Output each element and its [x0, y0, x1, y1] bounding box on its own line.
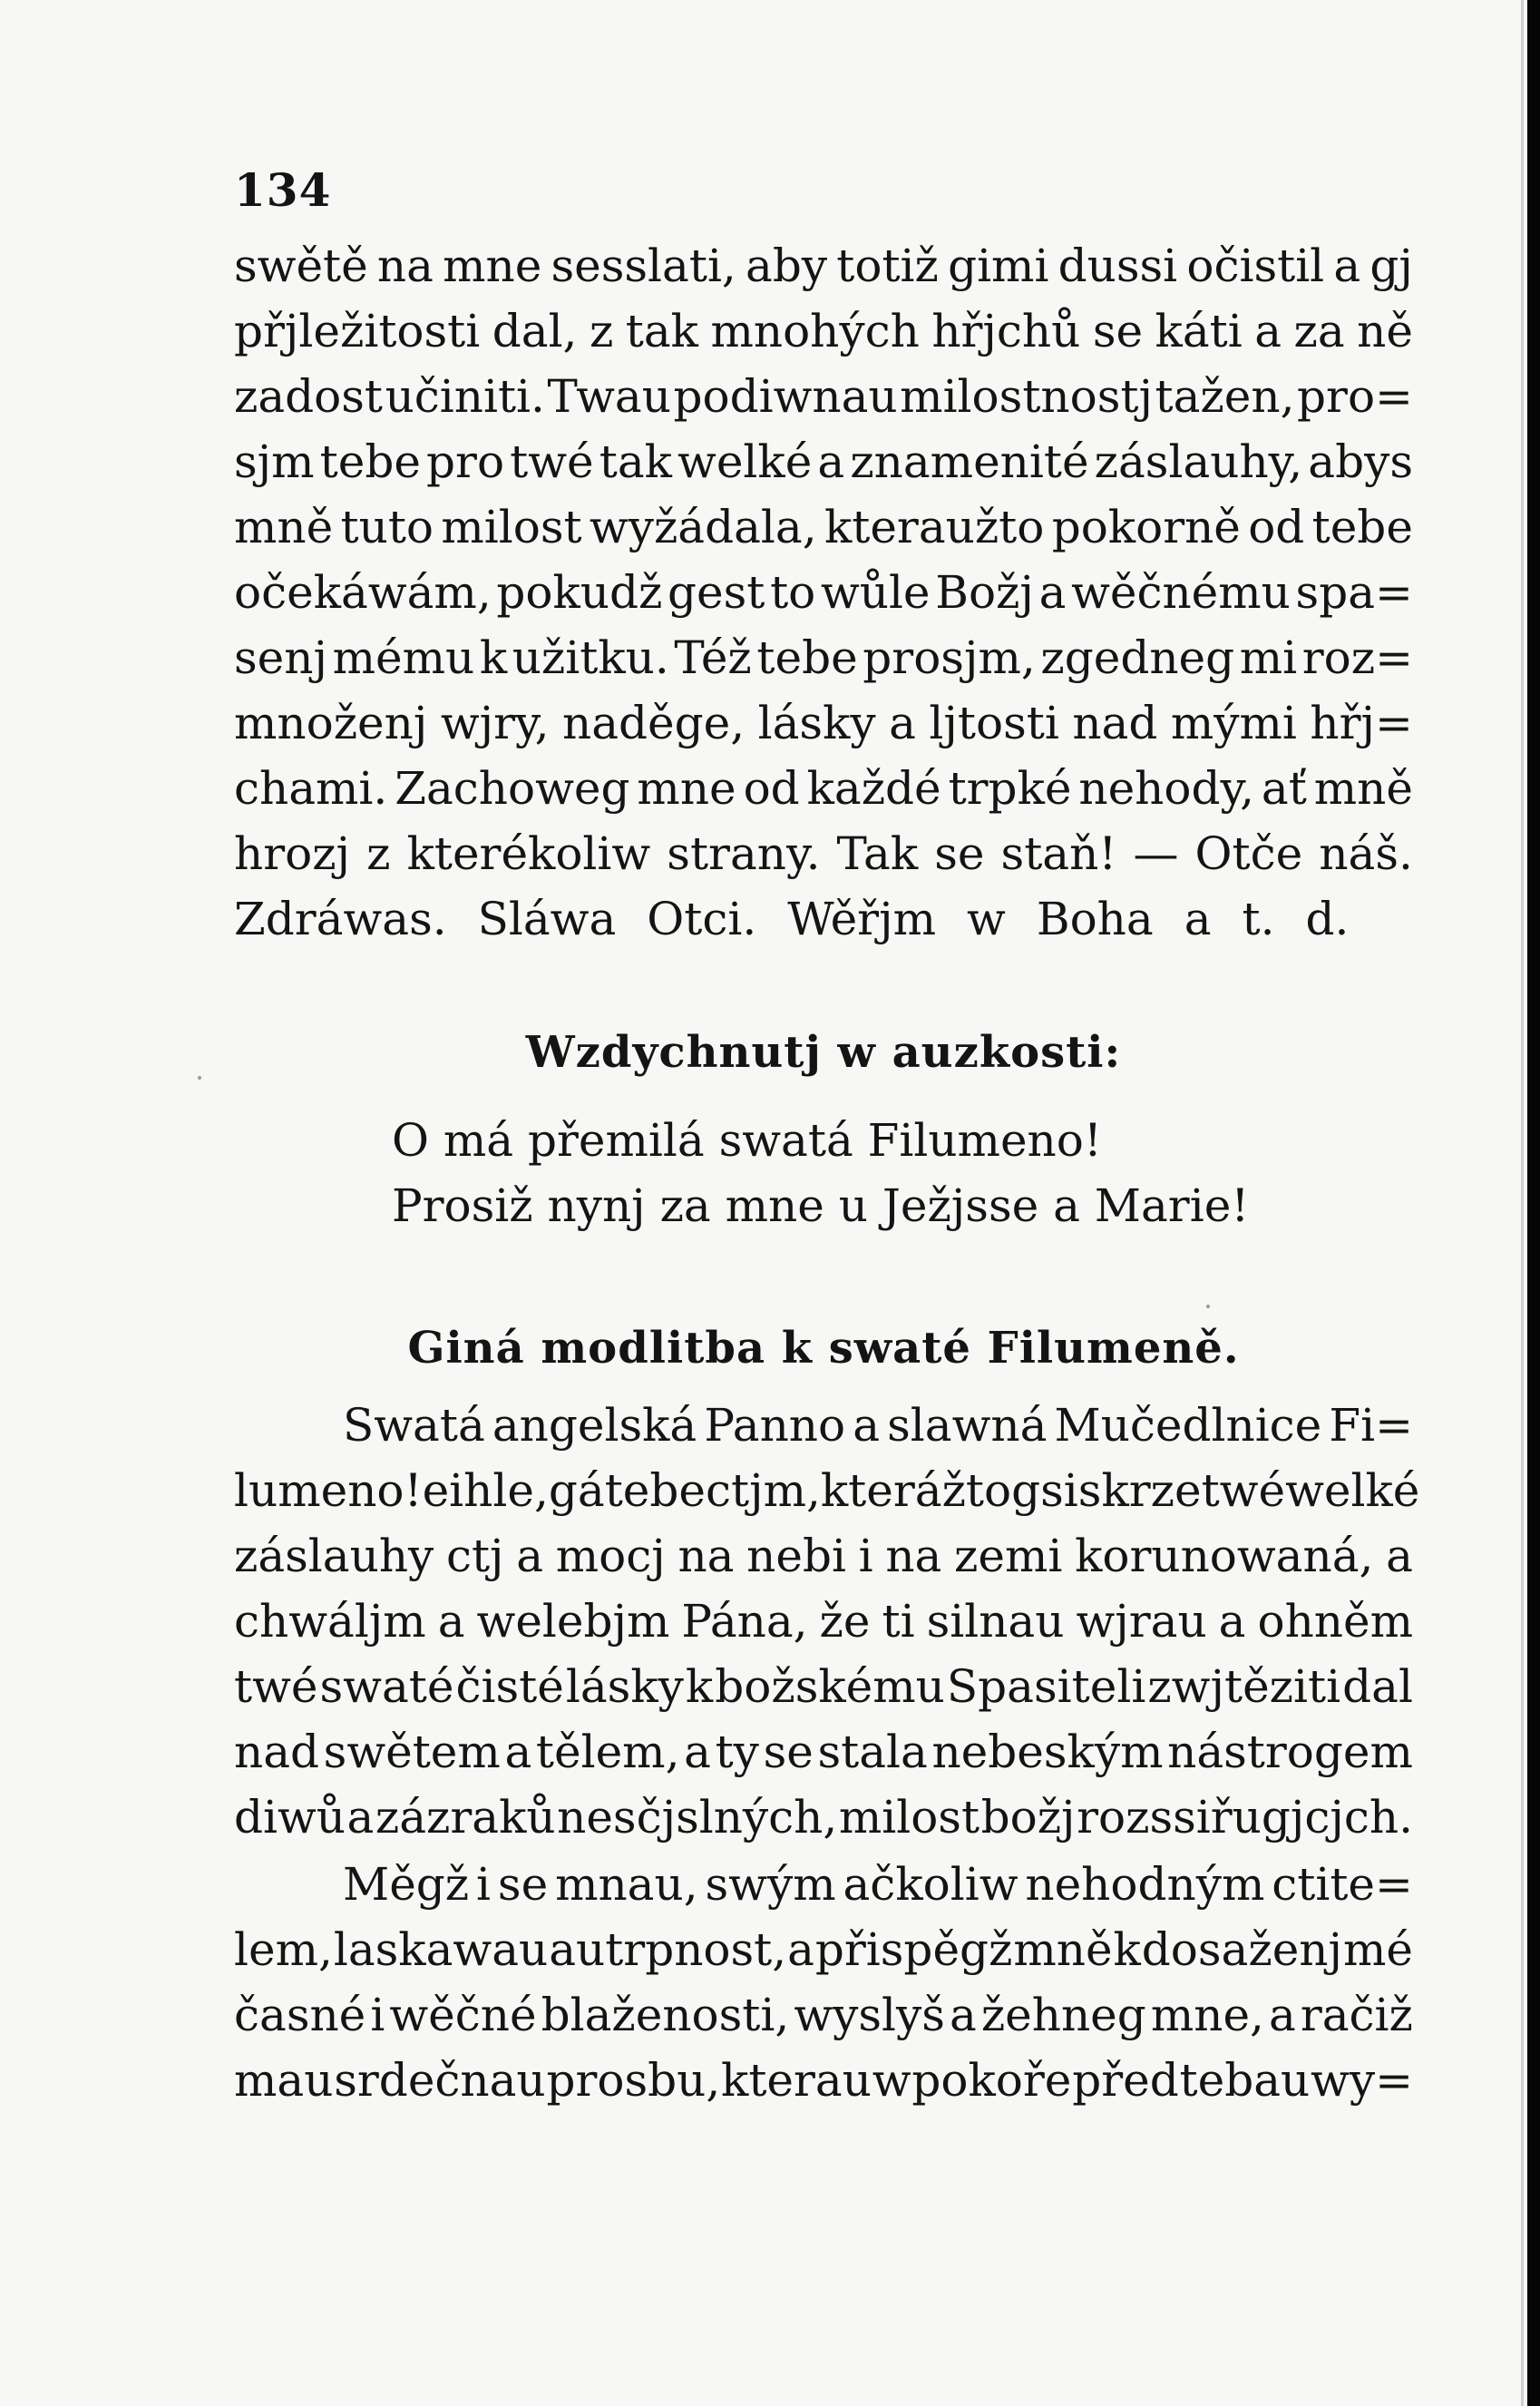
text-line — [234, 1989, 1413, 2058]
heading-sigh-in-anguish: Wzdychnutj w auzkosti: — [525, 1027, 1122, 1078]
word: ačkoliw — [843, 1858, 1019, 1911]
word: Sláwa — [477, 893, 617, 945]
word: i — [858, 1530, 873, 1582]
word: k — [1113, 1923, 1141, 1976]
word: a — [853, 1399, 880, 1452]
word: welebjm — [476, 1595, 670, 1648]
word: skrze — [1077, 1464, 1202, 1517]
word: božj — [980, 1791, 1076, 1844]
word: časné — [234, 1989, 366, 2041]
word: Tak — [836, 827, 919, 880]
page-edge-line — [1521, 0, 1524, 2406]
word: Fi= — [1329, 1399, 1413, 1452]
text-line — [234, 1595, 1413, 1664]
word: wůle — [820, 566, 931, 619]
word: mně — [1013, 1923, 1113, 1976]
word: nebi — [746, 1530, 846, 1582]
word: lem, — [234, 1923, 333, 1976]
word: — — [1133, 827, 1179, 880]
word: a — [684, 1726, 711, 1778]
word: mi — [1239, 631, 1298, 684]
word: twé — [1201, 1464, 1286, 1517]
word: naděge, — [562, 697, 746, 749]
page-number: 134 — [234, 163, 332, 217]
text-line — [234, 1660, 1413, 1729]
word: trpké — [948, 762, 1072, 815]
word: tebe — [319, 435, 421, 488]
word: Zachoweg — [395, 762, 630, 815]
word: mně — [234, 501, 334, 553]
word: gá — [548, 1464, 605, 1517]
word: roz= — [1301, 631, 1413, 684]
word: staň! — [1000, 827, 1117, 880]
word: welké — [1285, 1464, 1420, 1517]
word: Twau — [547, 370, 671, 423]
word: množenj — [234, 697, 428, 749]
word: a — [1386, 1530, 1413, 1582]
word: sjm — [234, 435, 315, 488]
word: před — [1072, 2054, 1179, 2107]
word: lásky — [757, 697, 876, 749]
text-line — [234, 1399, 1413, 1468]
word: blaženosti, — [541, 1989, 790, 2041]
word: prosbu, — [546, 2054, 721, 2107]
word: nebeským — [931, 1726, 1164, 1778]
word: aby — [746, 240, 828, 292]
word: na — [376, 240, 434, 292]
word: korunowaná, — [1075, 1530, 1374, 1582]
word: hřjchů — [931, 305, 1081, 357]
word: abys — [1308, 435, 1413, 488]
word: chami. — [234, 762, 388, 815]
word: mně — [1313, 762, 1413, 815]
word: Mučedlnice — [1054, 1399, 1322, 1452]
text-line — [234, 893, 1413, 962]
word: mé — [1342, 1923, 1413, 1976]
word: ať — [1261, 762, 1307, 815]
word: se — [1092, 305, 1144, 357]
word: nad — [234, 1726, 320, 1778]
word: nehody, — [1078, 762, 1254, 815]
word: gj — [1369, 240, 1413, 292]
word: Panno — [704, 1399, 846, 1452]
word: dal, — [492, 305, 578, 357]
word: k — [479, 631, 508, 684]
word: ctite= — [1272, 1858, 1413, 1911]
word: náš. — [1319, 827, 1413, 880]
word: nad — [1072, 697, 1158, 749]
word: i — [370, 1989, 385, 2041]
paragraph-prayer-to-filumena — [234, 1399, 1420, 1860]
text-line — [234, 305, 1413, 374]
word: lumeno! — [234, 1464, 423, 1517]
word: znamenité — [850, 435, 1089, 488]
word: tuto — [340, 501, 434, 553]
word: a — [889, 697, 916, 749]
word: d. — [1305, 893, 1350, 945]
verse-line: O má přemilá swatá Filumeno! — [392, 1114, 1102, 1167]
word: dussi — [1058, 240, 1178, 292]
word: wyslyš — [794, 1989, 945, 2041]
text-line — [234, 697, 1413, 766]
word: spa= — [1295, 566, 1413, 619]
word: mocj — [555, 1530, 666, 1582]
word: ně — [1357, 305, 1413, 357]
word: lásky — [565, 1660, 684, 1713]
word: totiž — [836, 240, 939, 292]
word: pokudž — [496, 566, 663, 619]
word: z — [589, 305, 614, 357]
word: chwáljm — [234, 1595, 426, 1648]
word: tebe — [1311, 501, 1413, 553]
word: silnau — [926, 1595, 1065, 1648]
word: wjry, — [440, 697, 550, 749]
word: milost — [838, 1791, 980, 1844]
word: wěčné — [389, 1989, 537, 2041]
word: Měgž — [343, 1858, 470, 1911]
text-line — [234, 827, 1413, 896]
word: se — [497, 1858, 549, 1911]
verse-line: Prosiž nynj za mne u Ježjsse a Marie! — [392, 1179, 1250, 1232]
text-line — [234, 240, 1413, 308]
word: užitku. — [512, 631, 669, 684]
word: záslauhy — [234, 1530, 434, 1582]
word: tělem, — [535, 1726, 680, 1778]
word: Božj — [935, 566, 1034, 619]
word: každé — [806, 762, 941, 815]
word: za — [1293, 305, 1345, 357]
word: swým — [705, 1858, 836, 1911]
word: angelská — [492, 1399, 697, 1452]
word: pokoře — [911, 2054, 1072, 2107]
word: welké — [677, 435, 813, 488]
word: Swatá — [343, 1399, 485, 1452]
word: račiž — [1300, 1989, 1413, 2041]
word: mnau, — [555, 1858, 698, 1911]
word: že — [819, 1595, 871, 1648]
word: tak — [599, 435, 672, 488]
word: tažen, — [1155, 370, 1295, 423]
word: eihle, — [422, 1464, 549, 1517]
text-line — [234, 435, 1413, 504]
text-line — [234, 1464, 1420, 1533]
word: hrozj — [234, 827, 351, 880]
word: přjležitosti — [234, 305, 481, 357]
word: a — [949, 1989, 977, 2041]
word: strany. — [667, 827, 821, 880]
text-line — [234, 631, 1413, 700]
word: a — [1038, 566, 1067, 619]
word: slawná — [887, 1399, 1048, 1452]
word: a — [1218, 1595, 1246, 1648]
word: a — [1268, 1989, 1296, 2041]
word: wěčnému — [1071, 566, 1291, 619]
word: učiniti. — [385, 370, 545, 423]
heading-another-prayer: Giná modlitba k swaté Filumeně. — [407, 1323, 1240, 1374]
word: to — [770, 566, 816, 619]
paper-speck — [198, 1076, 201, 1080]
word: gest — [668, 566, 765, 619]
word: srdečnau — [334, 2054, 546, 2107]
word: dosaženj — [1141, 1923, 1342, 1976]
text-line — [234, 501, 1413, 570]
word: pokorně — [1051, 501, 1241, 553]
word: se — [934, 827, 985, 880]
word: žehneg — [980, 1989, 1146, 2041]
word: kteraužto — [824, 501, 1045, 553]
word: tebau — [1179, 2054, 1311, 2107]
text-line — [234, 2054, 1413, 2123]
text-line — [234, 1923, 1413, 1992]
word: kterékoliw — [406, 827, 651, 880]
word: gsi — [1011, 1464, 1078, 1517]
word: nesčjslných, — [557, 1791, 838, 1844]
text-line — [234, 1858, 1413, 1927]
word: k — [685, 1660, 714, 1713]
word: zwjtěziti — [1147, 1660, 1341, 1713]
word: laskawau — [333, 1923, 549, 1976]
word: hřj= — [1310, 697, 1413, 749]
word: mne — [637, 762, 736, 815]
word: a — [1333, 240, 1361, 292]
word: Též — [674, 631, 752, 684]
word: tak — [625, 305, 698, 357]
word: z — [366, 827, 391, 880]
word: mnohých — [710, 305, 920, 357]
word: se — [763, 1726, 814, 1778]
word: Boha — [1036, 893, 1154, 945]
word: w — [872, 2054, 911, 2107]
word: podiwnau — [673, 370, 898, 423]
word: božskému — [715, 1660, 945, 1713]
word: twé — [234, 1660, 318, 1713]
word: a — [437, 1595, 465, 1648]
word: očekáwám, — [234, 566, 492, 619]
word: zadost — [234, 370, 384, 423]
word: stala — [817, 1726, 928, 1778]
word: diwů — [234, 1791, 346, 1844]
word: a — [787, 1923, 814, 1976]
word: wyžádala, — [589, 501, 817, 553]
word: Otci. — [647, 893, 757, 945]
paper-speck — [1206, 1305, 1210, 1308]
word: Zdráwas. — [234, 893, 447, 945]
word: ti — [882, 1595, 915, 1648]
word: tebe — [604, 1464, 706, 1517]
word: od — [1248, 501, 1305, 553]
word: gimi — [948, 240, 1049, 292]
word: swětem — [323, 1726, 501, 1778]
word: ctjm, — [705, 1464, 821, 1517]
word: i — [476, 1858, 492, 1911]
word: wjrau — [1076, 1595, 1207, 1648]
word: a — [817, 435, 845, 488]
word: senj — [234, 631, 327, 684]
word: na — [885, 1530, 942, 1582]
text-line — [234, 370, 1413, 439]
word: zázraků — [375, 1791, 556, 1844]
word: rozssiřugjcjch. — [1077, 1791, 1413, 1844]
word: mými — [1170, 697, 1297, 749]
word: a — [1254, 305, 1282, 357]
word: mne — [443, 240, 542, 292]
word: Spasiteli — [946, 1660, 1146, 1713]
word: autrpnost, — [549, 1923, 787, 1976]
word: dal — [1342, 1660, 1413, 1713]
word: ty — [715, 1726, 759, 1778]
word: nehodným — [1025, 1858, 1265, 1911]
paragraph-petition — [234, 1858, 1413, 2123]
word: očistil — [1186, 240, 1325, 292]
page-edge-shadow — [1527, 0, 1540, 2406]
word: pro= — [1297, 370, 1413, 423]
word: ctj — [445, 1530, 504, 1582]
word: swaté — [319, 1660, 454, 1713]
text-line — [234, 566, 1413, 635]
word: Otče — [1194, 827, 1303, 880]
word: sesslati, — [551, 240, 736, 292]
word: Wěřjm — [787, 893, 937, 945]
text-line — [234, 762, 1413, 831]
word: a — [504, 1726, 532, 1778]
word: a — [516, 1530, 544, 1582]
word: zgedneg — [1040, 631, 1235, 684]
word: pro — [426, 435, 505, 488]
word: ohněm — [1257, 1595, 1413, 1648]
word: milostnostj — [900, 370, 1153, 423]
word: mému — [332, 631, 475, 684]
word: na — [677, 1530, 735, 1582]
text-line — [234, 1530, 1413, 1599]
word: a — [346, 1791, 375, 1844]
word: mne, — [1150, 1989, 1264, 2041]
word: a — [1184, 893, 1212, 945]
word: čisté — [455, 1660, 564, 1713]
word: wy= — [1311, 2054, 1413, 2107]
word: kterážto — [820, 1464, 1012, 1517]
word: zemi — [954, 1530, 1063, 1582]
word: swětě — [234, 240, 368, 292]
word: twé — [510, 435, 594, 488]
text-line — [234, 1726, 1413, 1795]
word: tebe — [756, 631, 858, 684]
word: w — [967, 893, 1006, 945]
word: t. — [1242, 893, 1275, 945]
word: kterau — [721, 2054, 872, 2107]
word: prosjm, — [863, 631, 1036, 684]
word: od — [743, 762, 800, 815]
word: záslauhy, — [1094, 435, 1303, 488]
paragraph-prayer-end — [234, 240, 1413, 962]
word: nástrogem — [1167, 1726, 1413, 1778]
word: mau — [234, 2054, 334, 2107]
word: ljtosti — [929, 697, 1059, 749]
word: milost — [441, 501, 582, 553]
word: káti — [1155, 305, 1243, 357]
word: Pána, — [681, 1595, 808, 1648]
text-line — [234, 1791, 1413, 1860]
word: přispěgž — [814, 1923, 1013, 1976]
